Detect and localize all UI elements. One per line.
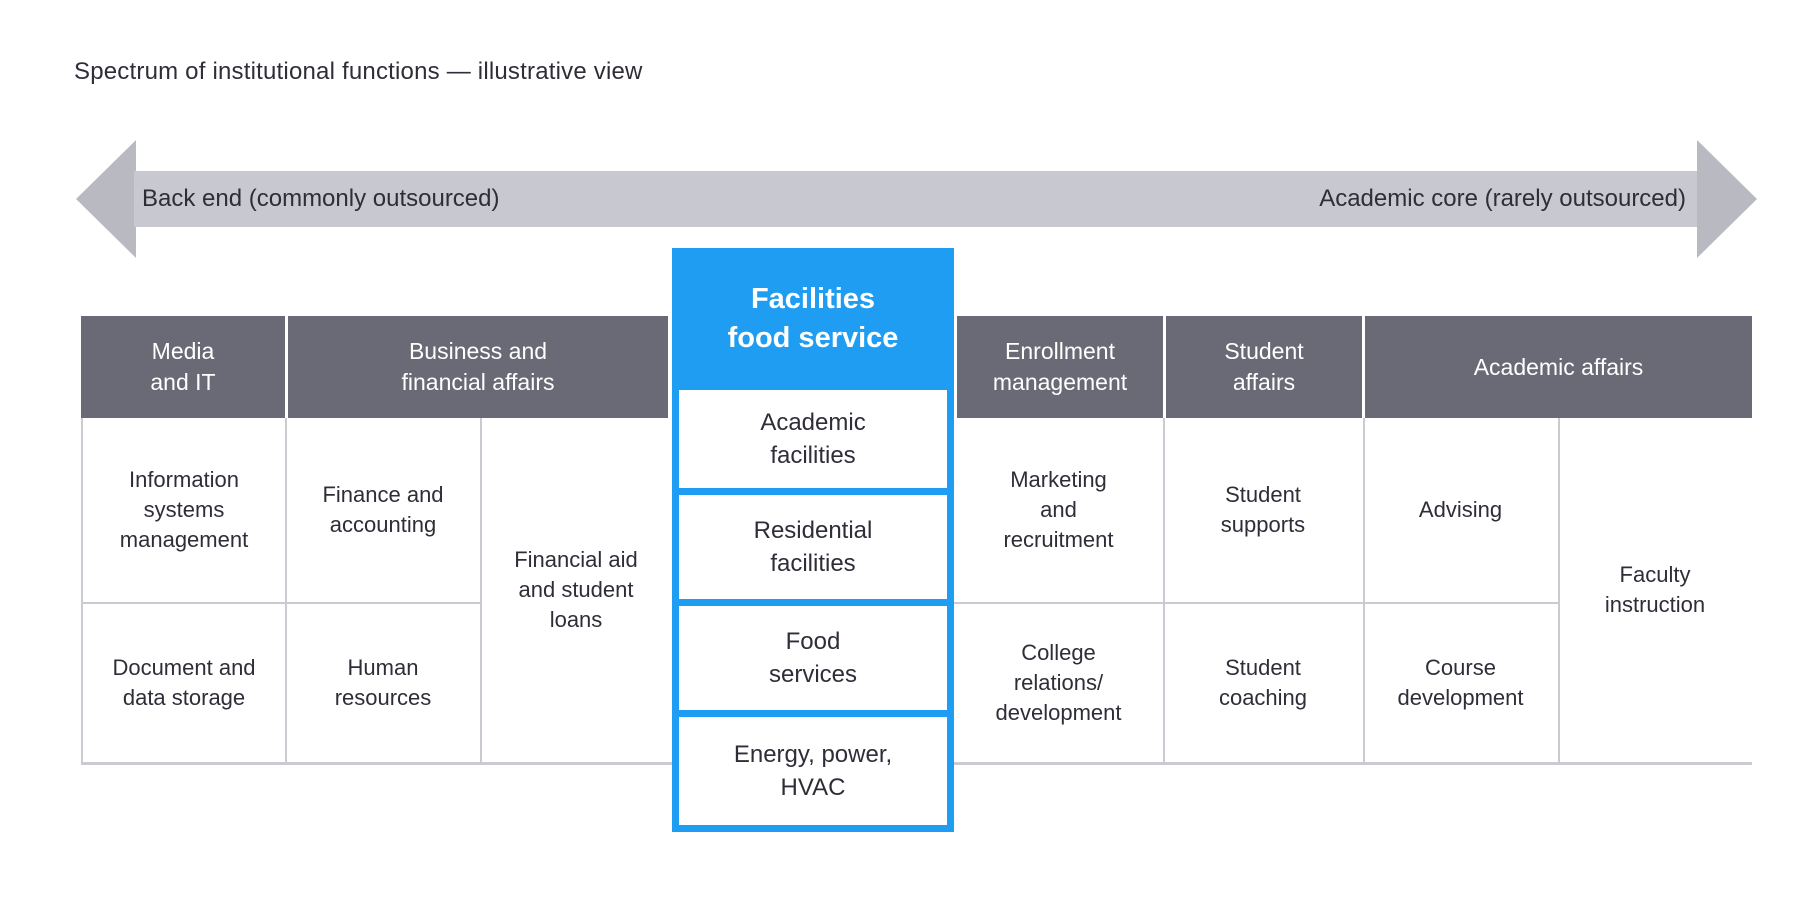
text-line: Business and — [408, 338, 548, 364]
text-line: food service — [727, 322, 899, 354]
text-line: and IT — [150, 369, 216, 395]
text-line: facilities — [770, 442, 856, 469]
text-line: relations/ — [1013, 670, 1104, 695]
cell-course-development — [1365, 604, 1556, 762]
text-line: Enrollment — [1005, 338, 1115, 364]
text-line: and student — [518, 577, 634, 602]
text-line: development — [1397, 685, 1524, 710]
text-line: Food — [785, 628, 841, 655]
text-line: Residential — [753, 517, 873, 544]
text-line: instruction — [1604, 592, 1706, 617]
cell-student-coaching — [1165, 604, 1361, 762]
text-line: development — [995, 700, 1122, 725]
spectrum-arrow-body — [134, 171, 1698, 227]
text-line: coaching — [1218, 685, 1308, 710]
text-line: Student — [1224, 338, 1304, 364]
text-line: data storage — [122, 685, 246, 710]
text-line: Energy, power, — [733, 741, 893, 768]
text-line: management — [119, 527, 249, 552]
text-line: financial affairs — [401, 369, 555, 395]
text-line: Course — [1425, 655, 1496, 680]
cell-finance-and-accounting — [288, 418, 478, 602]
diagram-title: Spectrum of institutional functions — illustrative view — [74, 58, 643, 85]
cell-student-supports — [1165, 418, 1361, 602]
box-energy-power-hvac — [679, 717, 947, 825]
header-business-financial-affairs — [288, 316, 668, 418]
text-line: Information — [128, 467, 240, 492]
text-line: Document and — [112, 655, 256, 680]
cell-college-relations-development — [956, 604, 1161, 762]
column-divider — [285, 418, 287, 763]
highlight-header-facilities-food-service — [672, 248, 954, 390]
header-academic-affairs — [1365, 316, 1752, 418]
text-line: Student — [1225, 655, 1301, 680]
text-line: accounting — [329, 512, 437, 537]
text-line: Marketing — [1010, 467, 1107, 492]
text-line: Human — [347, 655, 419, 680]
text-line: Faculty — [1619, 562, 1691, 587]
text-line: Academic — [760, 409, 866, 436]
text-line: and — [1040, 497, 1077, 522]
text-line: services — [768, 661, 858, 688]
box-academic-facilities — [679, 390, 947, 488]
text-line: College — [1021, 640, 1096, 665]
header-student-affairs — [1166, 316, 1362, 418]
text-line: affairs — [1232, 369, 1296, 395]
box-food-services — [679, 606, 947, 710]
text-line: facilities — [770, 550, 856, 577]
text-line: resources — [334, 685, 432, 710]
arrow-right-head-icon — [1697, 140, 1757, 258]
arrow-label-back-end: Back end (commonly outsourced) — [142, 185, 500, 212]
text-line: Finance and — [322, 482, 444, 507]
facilities-food-service-column — [672, 248, 954, 832]
text-line: Financial aid — [514, 547, 638, 572]
arrow-left-head-icon — [76, 140, 136, 258]
text-line: recruitment — [1003, 527, 1114, 552]
header-enrollment-management — [957, 316, 1163, 418]
cell-advising — [1365, 418, 1556, 602]
cell-financial-aid-student-loans — [482, 418, 670, 762]
text-line: Academic affairs — [1473, 353, 1644, 380]
header-media-it — [81, 316, 285, 418]
box-residential-facilities — [679, 495, 947, 599]
text-line: HVAC — [780, 774, 846, 801]
cell-document-data-storage — [83, 604, 285, 762]
cell-marketing-recruitment — [956, 418, 1161, 602]
arrow-label-academic-core: Academic core (rarely outsourced) — [1319, 185, 1686, 212]
text-line: systems — [143, 497, 225, 522]
cell-faculty-instruction — [1560, 418, 1750, 762]
text-line: Advising — [1418, 497, 1503, 522]
cell-human-resources — [288, 604, 478, 762]
text-line: supports — [1220, 512, 1306, 537]
cell-information-systems-management — [83, 418, 285, 602]
text-line: management — [992, 369, 1128, 395]
text-line: Media — [151, 338, 215, 364]
text-line: loans — [549, 607, 603, 632]
text-line: Student — [1225, 482, 1301, 507]
text-line: Facilities — [750, 283, 876, 315]
